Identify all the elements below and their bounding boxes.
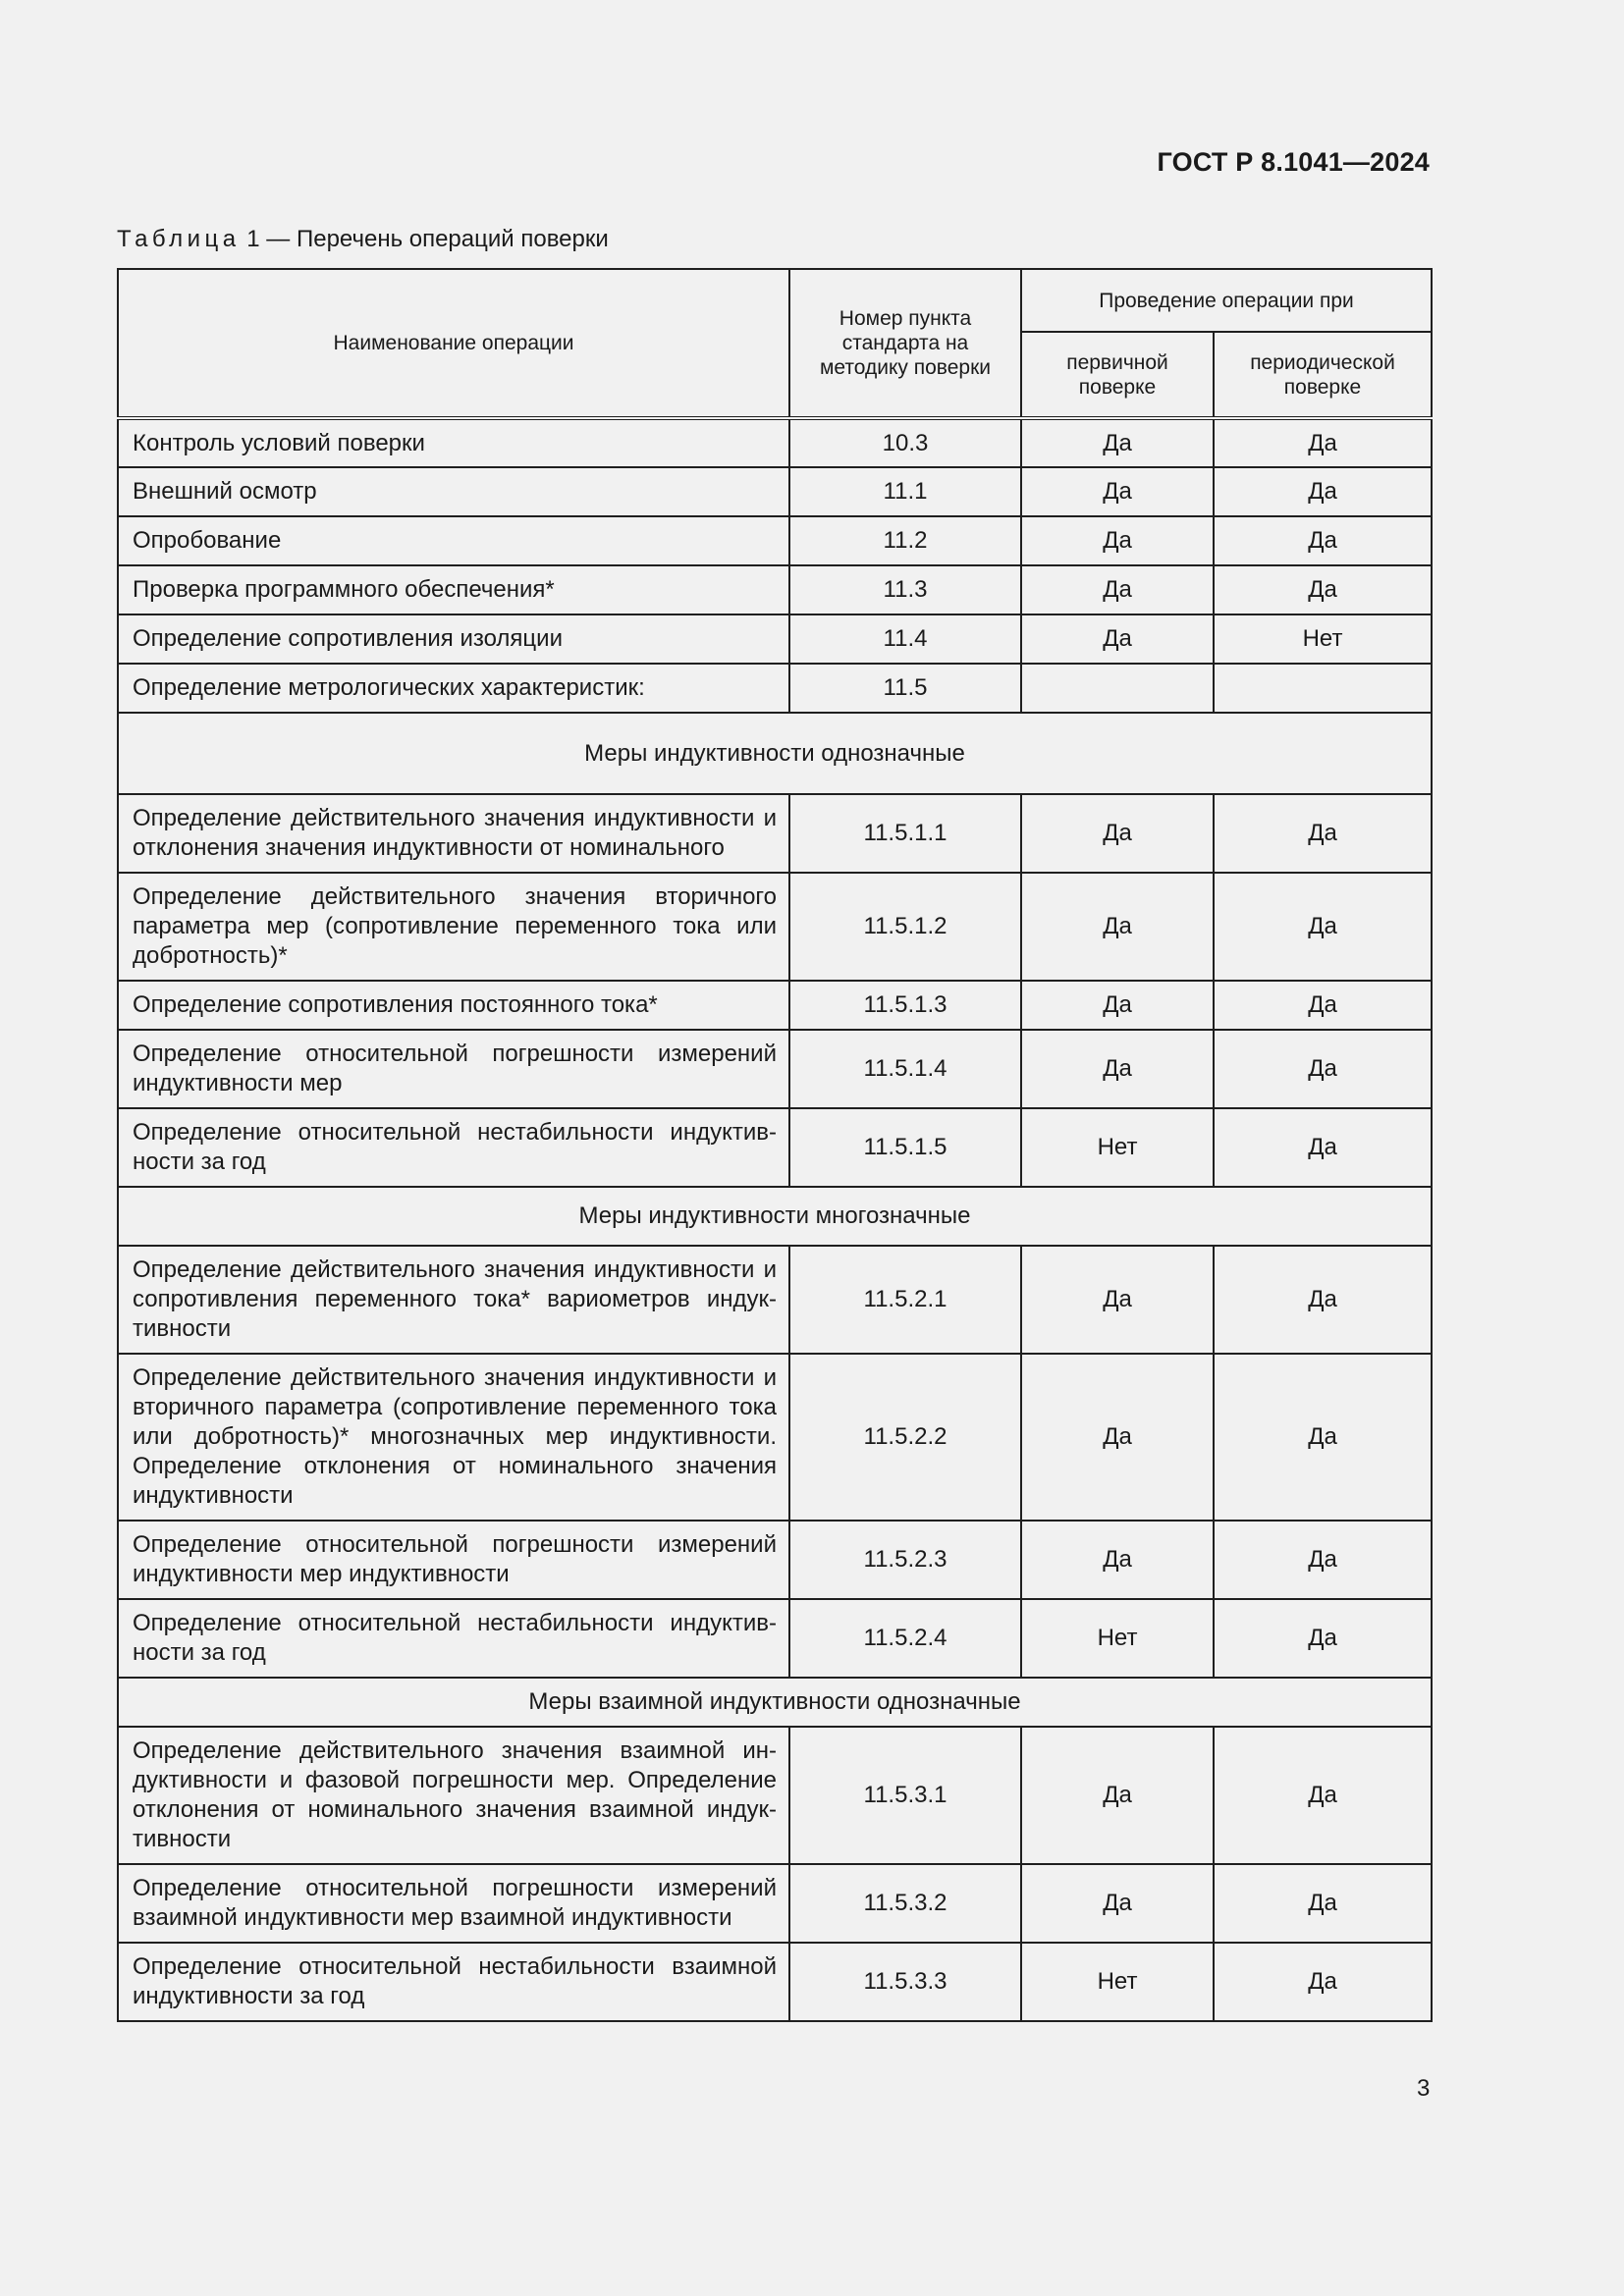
operation-name-cell: Проверка программного обеспечения* [118,565,789,614]
primary-verification-cell: Да [1021,1030,1214,1108]
header-conduct: Проведение операции при [1021,269,1432,332]
clause-number-cell: 11.5.2.2 [789,1354,1021,1521]
table-row [118,1246,1432,1354]
periodic-verification-cell: Да [1214,1727,1432,1864]
primary-verification-cell [1021,664,1214,713]
periodic-verification-cell [1214,664,1432,713]
clause-number-cell: 11.5.1.2 [789,873,1021,981]
operation-name-cell: Внешний осмотр [118,467,789,516]
operation-name-cell: Определение относительной погрешности измерений взаимной индуктивности мер взаимной индуктивности [118,1864,789,1943]
table-row [118,516,1432,565]
operation-name-cell: Опробование [118,516,789,565]
clause-number-cell: 11.1 [789,467,1021,516]
table-row [118,418,1432,467]
table-row [118,1108,1432,1187]
primary-verification-cell: Да [1021,794,1214,873]
primary-verification-cell: Да [1021,467,1214,516]
operation-name-cell: Определение действительного значения индуктивности и сопротивления переменного тока* вариометров индуктивности [118,1246,789,1354]
operation-name-cell: Контроль условий поверки [118,418,789,467]
table-row [118,1354,1432,1521]
clause-number-cell: 11.5.1.1 [789,794,1021,873]
periodic-verification-cell: Да [1214,1943,1432,2021]
primary-verification-cell: Да [1021,981,1214,1030]
primary-verification-cell: Нет [1021,1943,1214,2021]
periodic-verification-cell: Да [1214,516,1432,565]
clause-number-cell: 11.5.3.2 [789,1864,1021,1943]
clause-number-cell: 11.3 [789,565,1021,614]
clause-number-cell: 11.5.1.3 [789,981,1021,1030]
header-clause-number: Номер пункта стандарта на методику поверки [789,269,1021,418]
primary-verification-cell: Да [1021,614,1214,664]
primary-verification-cell: Нет [1021,1599,1214,1678]
periodic-verification-cell: Да [1214,873,1432,981]
table-row [118,873,1432,981]
primary-verification-cell: Да [1021,1354,1214,1521]
document-code: ГОСТ Р 8.1041—2024 [1157,147,1430,177]
page-number: 3 [1417,2075,1431,2102]
periodic-verification-cell: Да [1214,1354,1432,1521]
section-title: Меры индуктивности однозначные [118,713,1432,794]
clause-number-cell: 11.5.1.5 [789,1108,1021,1187]
clause-number-cell: 10.3 [789,418,1021,467]
table-row [118,467,1432,516]
clause-number-cell: 11.5.3.3 [789,1943,1021,2021]
table-row [118,1030,1432,1108]
table-row [118,1521,1432,1599]
clause-number-cell: 11.2 [789,516,1021,565]
operation-name-cell: Определение сопротивления постоянного тока* [118,981,789,1030]
operation-name-cell: Определение относительной погрешности измерений индуктивности мер [118,1030,789,1108]
section-header-row [118,1678,1432,1727]
primary-verification-cell: Да [1021,565,1214,614]
clause-number-cell: 11.5.3.1 [789,1727,1021,1864]
periodic-verification-cell: Да [1214,1864,1432,1943]
periodic-verification-cell: Да [1214,794,1432,873]
periodic-verification-cell: Да [1214,1108,1432,1187]
periodic-verification-cell: Да [1214,1246,1432,1354]
table-row [118,1943,1432,2021]
periodic-verification-cell: Да [1214,1030,1432,1108]
operation-name-cell: Определение относительной нестабильности взаимной индуктивности за год [118,1943,789,2021]
table-row [118,794,1432,873]
header-primary: первичной поверке [1021,332,1214,418]
table-row [118,1864,1432,1943]
header-operation-name: Наименование операции [118,269,789,418]
clause-number-cell: 11.5 [789,664,1021,713]
clause-number-cell: 11.5.2.4 [789,1599,1021,1678]
clause-number-cell: 11.5.1.4 [789,1030,1021,1108]
verification-operations-table [117,268,1433,2022]
primary-verification-cell: Да [1021,1727,1214,1864]
primary-verification-cell: Нет [1021,1108,1214,1187]
primary-verification-cell: Да [1021,1864,1214,1943]
table-row [118,1727,1432,1864]
operation-name-cell: Определение относительной нестабильности индуктивности за год [118,1599,789,1678]
periodic-verification-cell: Да [1214,981,1432,1030]
primary-verification-cell: Да [1021,1521,1214,1599]
primary-verification-cell: Да [1021,1246,1214,1354]
section-title: Меры взаимной индуктивности однозначные [118,1678,1432,1727]
periodic-verification-cell: Да [1214,467,1432,516]
table-caption-label: Таблица [117,226,241,252]
table-caption [117,226,609,253]
periodic-verification-cell: Нет [1214,614,1432,664]
section-header-row [118,713,1432,794]
periodic-verification-cell: Да [1214,418,1432,467]
operation-name-cell: Определение метрологических характеристик: [118,664,789,713]
table-row [118,1599,1432,1678]
periodic-verification-cell: Да [1214,565,1432,614]
clause-number-cell: 11.5.2.1 [789,1246,1021,1354]
primary-verification-cell: Да [1021,418,1214,467]
operation-name-cell: Определение действительного значения вторичного параметра мер (сопротивление переменного тока или добротность)* [118,873,789,981]
primary-verification-cell: Да [1021,873,1214,981]
section-header-row [118,1187,1432,1246]
operation-name-cell: Определение сопротивления изоляции [118,614,789,664]
periodic-verification-cell: Да [1214,1521,1432,1599]
clause-number-cell: 11.4 [789,614,1021,664]
section-title: Меры индуктивности многозначные [118,1187,1432,1246]
operation-name-cell: Определение действительного значения индуктивности и отклонения значения индуктивности от номинального [118,794,789,873]
table-row [118,664,1432,713]
table-row [118,614,1432,664]
primary-verification-cell: Да [1021,516,1214,565]
table-row [118,565,1432,614]
periodic-verification-cell: Да [1214,1599,1432,1678]
operation-name-cell: Определение относительной нестабильности индуктивности за год [118,1108,789,1187]
operation-name-cell: Определение действительного значения индуктивности и вторичного параметра (сопротивление переменного тока или добротность)* многозначных мер индуктивности. Определение отклонения от номинального значения индуктивности [118,1354,789,1521]
operation-name-cell: Определение действительного значения взаимной индуктивности и фазовой погрешности мер. Определение отклонения от номинального значения взаимной индуктивности [118,1727,789,1864]
header-periodic: периодической поверке [1214,332,1432,418]
table-row [118,981,1432,1030]
operation-name-cell: Определение относительной погрешности измерений индуктивности мер индуктивности [118,1521,789,1599]
clause-number-cell: 11.5.2.3 [789,1521,1021,1599]
table-caption-title: 1 — Перечень операций поверки [246,226,609,252]
